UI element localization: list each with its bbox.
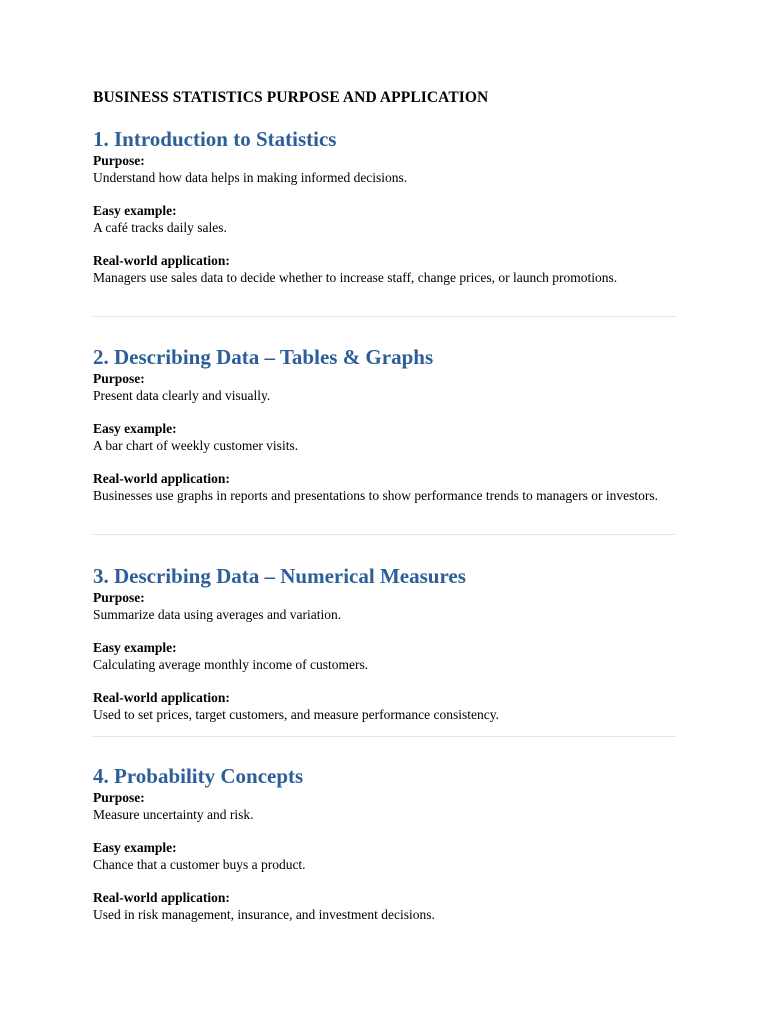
section-divider bbox=[93, 316, 676, 317]
section-divider bbox=[93, 534, 676, 535]
application-text: Used in risk management, insurance, and investment decisions. bbox=[93, 907, 435, 922]
example-label: Easy example: bbox=[93, 840, 177, 855]
section-probability bbox=[93, 763, 676, 924]
application-label: Real-world application: bbox=[93, 471, 230, 486]
purpose-text: Summarize data using averages and variation. bbox=[93, 607, 342, 622]
purpose-label: Purpose: bbox=[93, 153, 145, 168]
application-label: Real-world application: bbox=[93, 690, 230, 705]
section-tables-graphs bbox=[93, 344, 676, 505]
purpose-label: Purpose: bbox=[93, 790, 145, 805]
example-text: A café tracks daily sales. bbox=[93, 220, 227, 235]
application-label: Real-world application: bbox=[93, 253, 230, 268]
purpose-label: Purpose: bbox=[93, 590, 145, 605]
section-heading: 1. Introduction to Statistics bbox=[93, 127, 337, 151]
application-label: Real-world application: bbox=[93, 890, 230, 905]
example-label: Easy example: bbox=[93, 203, 177, 218]
example-label: Easy example: bbox=[93, 421, 177, 436]
section-introduction bbox=[93, 126, 676, 287]
purpose-text: Understand how data helps in making informed decisions. bbox=[93, 170, 408, 185]
section-heading: 3. Describing Data – Numerical Measures bbox=[93, 564, 466, 588]
purpose-label: Purpose: bbox=[93, 371, 145, 386]
section-numerical-measures bbox=[93, 563, 676, 724]
example-text: Calculating average monthly income of customers. bbox=[93, 657, 369, 672]
purpose-text: Present data clearly and visually. bbox=[93, 388, 271, 403]
purpose-text: Measure uncertainty and risk. bbox=[93, 807, 254, 822]
example-text: A bar chart of weekly customer visits. bbox=[93, 438, 299, 453]
section-divider bbox=[93, 736, 676, 737]
application-text: Businesses use graphs in reports and presentations to show performance trends to managers or investors. bbox=[93, 488, 658, 503]
section-heading: 4. Probability Concepts bbox=[93, 764, 304, 788]
example-label: Easy example: bbox=[93, 640, 177, 655]
section-heading: 2. Describing Data – Tables & Graphs bbox=[93, 345, 434, 369]
example-text: Chance that a customer buys a product. bbox=[93, 857, 306, 872]
application-text: Managers use sales data to decide whether to increase staff, change prices, or launch promotions. bbox=[93, 270, 618, 285]
document-title: BUSINESS STATISTICS PURPOSE AND APPLICATION bbox=[93, 89, 489, 106]
application-text: Used to set prices, target customers, and measure performance consistency. bbox=[93, 707, 499, 722]
